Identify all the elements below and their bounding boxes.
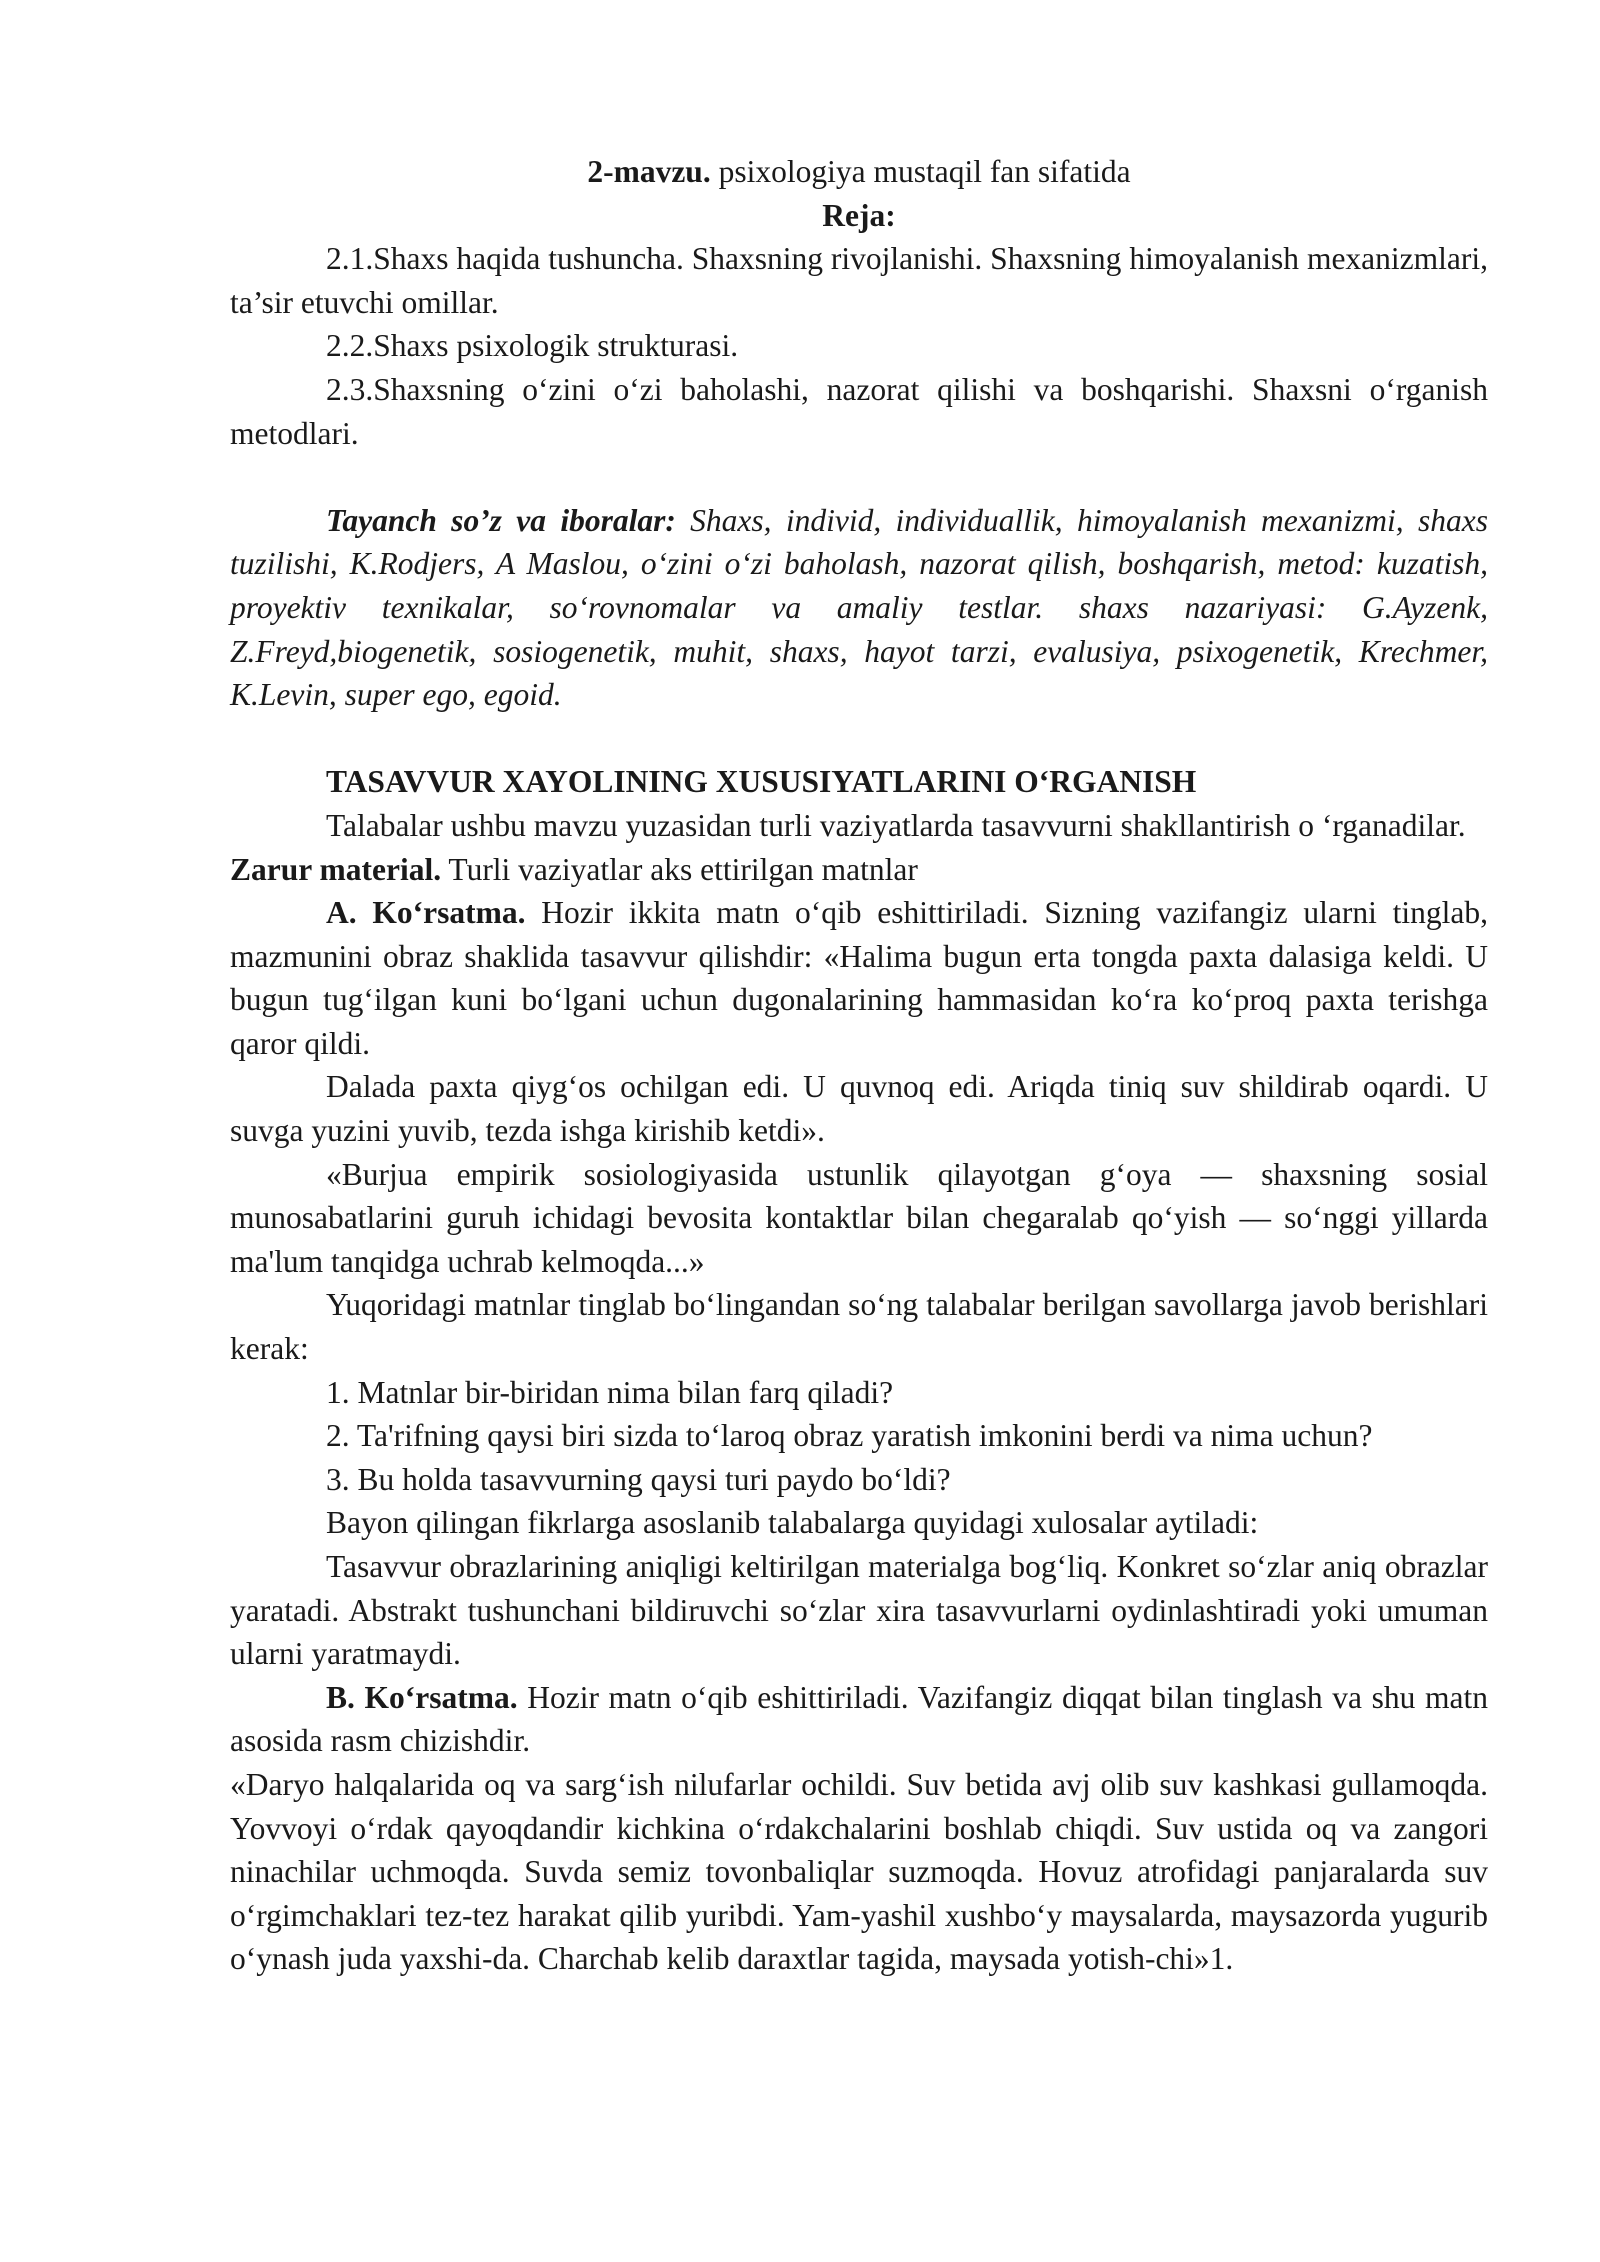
keywords-label: Tayanch so’z va iboralar: xyxy=(326,502,676,538)
topic-title: psixologiya mustaqil fan sifatida xyxy=(710,154,1131,189)
text-paragraph: Yuqoridagi matnlar tinglab bo‘lingandan so‘ng talabalar berilgan savollarga javob berishlari kerak: xyxy=(230,1287,1488,1367)
text-paragraph: «Burjua empirik sosiologiyasida ustunlik qilayotgan g‘oya — shaxsning sosial munosabatlarini guruh ichidagi bevosita kontaktlar bilan chegaralab qo‘yish — so‘nggi yillarda ma'lum tanqidga uchrab kelmoqda...» xyxy=(230,1156,1488,1279)
document-title xyxy=(230,150,1488,194)
material-paragraph xyxy=(230,848,1488,892)
material-text: Turli vaziyatlar aks ettirilgan matnlar xyxy=(441,851,918,887)
question-item: 3. Bu holda tasavvurning qaysi turi paydo bo‘ldi? xyxy=(326,1461,951,1497)
instruction-a-label: A. Ko‘rsatma. xyxy=(326,895,526,931)
instruction-a-text: Hozir ikkita matn o‘qib eshittiriladi. Sizning vazifangiz ularni tinglab, mazmunini obraz shaklida tasavvur qilishdir: «Halima bugun erta tongda paxta dalasiga keldi. U bugun tug‘ilgan kuni bo‘lgani uchun dugonalarining hammasidan ko‘ra ko‘proq paxta terishga qaror qildi. xyxy=(230,895,1488,1061)
text-paragraph: Tasavvur obrazlarining aniqligi keltirilgan materialga bog‘liq. Konkret so‘zlar aniq obrazlar yaratadi. Abstrakt tushunchani bildiruvchi so‘zlar xira tasavvurlarni oydinlashtiradi yoki umuman ularni yaratmaydi. xyxy=(230,1549,1488,1672)
text-paragraph: Dalada paxta qiyg‘os ochilgan edi. U quvnoq edi. Ariqda tiniq suv shildirab oqardi. U suvga yuzini yuvib, tezda ishga kirishib ketdi». xyxy=(230,1069,1488,1149)
topic-number: 2-mavzu. xyxy=(587,154,711,189)
section-heading: TASAVVUR XAYOLINING XUSUSIYATLARINI O‘RGANISH xyxy=(326,764,1197,800)
plan-item: 2.1.Shaxs haqida tushuncha. Shaxsning rivojlanishi. Shaxsning himoyalanish mexanizmlari, ta’sir etuvchi omillar. xyxy=(230,241,1488,320)
instruction-b-label: B. Ko‘rsatma. xyxy=(326,1679,518,1715)
instruction-b-text: Hozir matn o‘qib eshittiriladi. Vazifangiz diqqat bilan tinglash va shu matn asosida rasm chizishdir. xyxy=(230,1679,1488,1759)
question-item: 2. Ta'rifning qaysi biri sizda to‘laroq obraz yaratish imkonini berdi va nima uchun? xyxy=(326,1418,1373,1454)
material-label: Zarur material. xyxy=(230,851,442,887)
text-paragraph: «Daryo halqalarida oq va sarg‘ish nilufarlar ochildi. Suv betida avj olib suv kashkasi gullamoqda. Yovvoyi o‘rdak qayoqdandir kichkina o‘rdakchalarini boshlab chiqdi. Suv ustida oq va zangori ninachilar uchmoqda. Suvda semiz tovonbaliqlar suzmoqda. Hovuz atrofidagi panjaralarda suv o‘rgimchaklari tez-tez harakat qilib yuribdi. Yam-yashil xushbo‘y maysalarda, maysazorda yugurib o‘ynash juda yaxshi-da. Charchab kelib daraxtlar tagida, maysada yotish-chi»1. xyxy=(230,1766,1488,1977)
document-page xyxy=(230,150,1488,1981)
keywords-text: Shaxs, individ, individuallik, himoyalanish mexanizmi, shaxs tuzilishi, K.Rodjers, A Maslou, o‘zini o‘zi baholash, nazorat qilish, boshqarish, metod: kuzatish, proyektiv texnikalar, so‘rovnomalar va amaliy testlar. shaxs nazariyasi: G.Ayzenk, Z.Freyd,biogenetik, sosiogenetik, muhit, shaxs, hayot tarzi, evalusiya, psixogenetik, Krechmer, K.Levin, super ego, egoid. xyxy=(230,502,1488,713)
keywords-paragraph xyxy=(230,499,1488,717)
instruction-b-paragraph xyxy=(230,1676,1488,1763)
question-item: 1. Matnlar bir-biridan nima bilan farq qiladi? xyxy=(326,1374,894,1410)
instruction-a-paragraph xyxy=(230,891,1488,1065)
intro-paragraph: Talabalar ushbu mavzu yuzasidan turli vaziyatlarda tasavvurni shakllantirish o ‘rganadilar. xyxy=(326,807,1466,843)
plan-item: 2.3.Shaxsning o‘zini o‘zi baholashi, nazorat qilishi va boshqarishi. Shaxsni o‘rganish metodlari. xyxy=(230,371,1488,451)
plan-item: 2.2.Shaxs psixologik strukturasi. xyxy=(326,328,739,364)
text-paragraph: Bayon qilingan fikrlarga asoslanib talabalarga quyidagi xulosalar aytiladi: xyxy=(326,1505,1259,1541)
plan-heading: Reja: xyxy=(822,197,896,233)
